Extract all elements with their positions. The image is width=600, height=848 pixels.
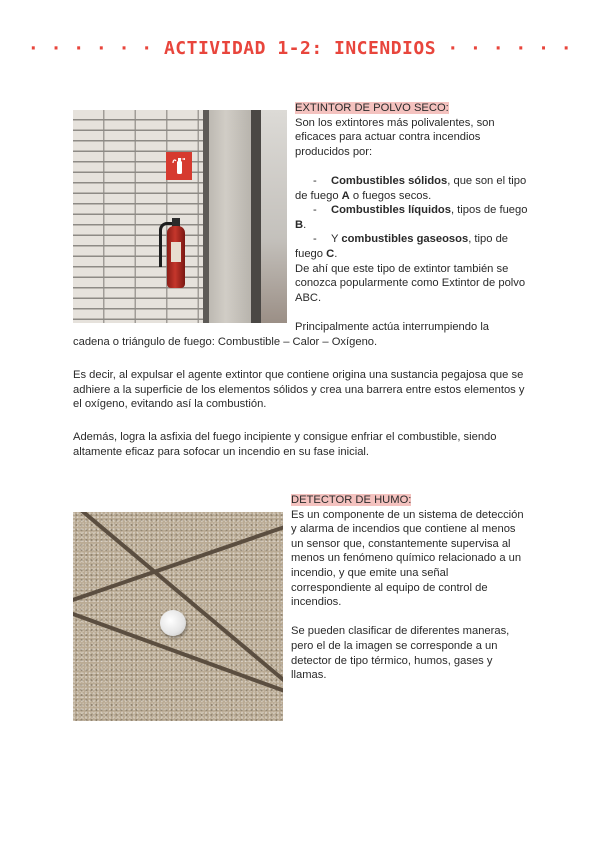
- section1-column: [295, 101, 535, 335]
- section1-after-1: De ahí que este tipo de extintor también se: [295, 262, 509, 275]
- page-title: · · · · · · ACTIVIDAD 1-2: INCENDIOS · · · · · ·: [27, 38, 573, 59]
- section2-column: DETECTOR DE HUMO: Es un componente de un sistema de detección y alarma de incendios que contiene al menos un sensor que, constantemente supervisa al menos un fenómeno químico relacionado a un incendio, y que emite una señal correspondiente al equipo de control de incendios. Se pueden clasificar de diferentes maneras, pero el de la imagen se corresponde a un detector de tipo térmico, humos, gases y llamas.: [291, 494, 524, 682]
- section1-heading: EXTINTOR DE POLVO SECO:: [295, 102, 449, 114]
- section1-paragraph-2: Es decir, al expulsar el agente extintor que contiene origina una sustancia pegajosa que se adhiere a la superficie de los elementos sólidos y crea una barrera entre estos elementos y el oxígeno, evitando así la combustión.: [73, 369, 525, 411]
- section1-paragraph-3: Además, logra la asfixia del fuego incipiente y consigue enfriar el combustible, siendo altamente eficaz para sofocar un incendio en su fase inicial.: [73, 431, 497, 458]
- list-item-cont: B.: [295, 218, 307, 231]
- list-item-cont: de fuego A o fuegos secos.: [295, 189, 432, 202]
- smoke-detector: [160, 610, 186, 636]
- fire-extinguisher-sign-icon: [166, 152, 192, 180]
- section1-principal-2: cadena o triángulo de fuego: Combustible – Calor – Oxígeno.: [73, 336, 378, 348]
- section1-intro-3: producidos por:: [295, 145, 373, 158]
- section1-intro-1: Son los extintores más polivalentes, son: [295, 116, 495, 129]
- fire-extinguisher-photo: [73, 110, 287, 323]
- section1-principal-1: Principalmente actúa interrumpiendo la: [295, 320, 490, 333]
- section2-heading: DETECTOR DE HUMO:: [291, 494, 412, 506]
- list-item: - Combustibles sólidos, que son el tipo: [313, 174, 527, 187]
- list-item-cont: fuego C.: [295, 247, 338, 260]
- list-item: - Combustibles líquidos, tipos de fuego: [313, 204, 528, 217]
- list-item: - Y combustibles gaseosos, tipo de: [313, 233, 509, 246]
- section1-after-2: conozca popularmente como Extintor de polvo: [295, 277, 526, 290]
- section1-after-3: ABC.: [295, 291, 322, 304]
- section1-intro-2: eficaces para actuar contra incendios: [295, 131, 481, 144]
